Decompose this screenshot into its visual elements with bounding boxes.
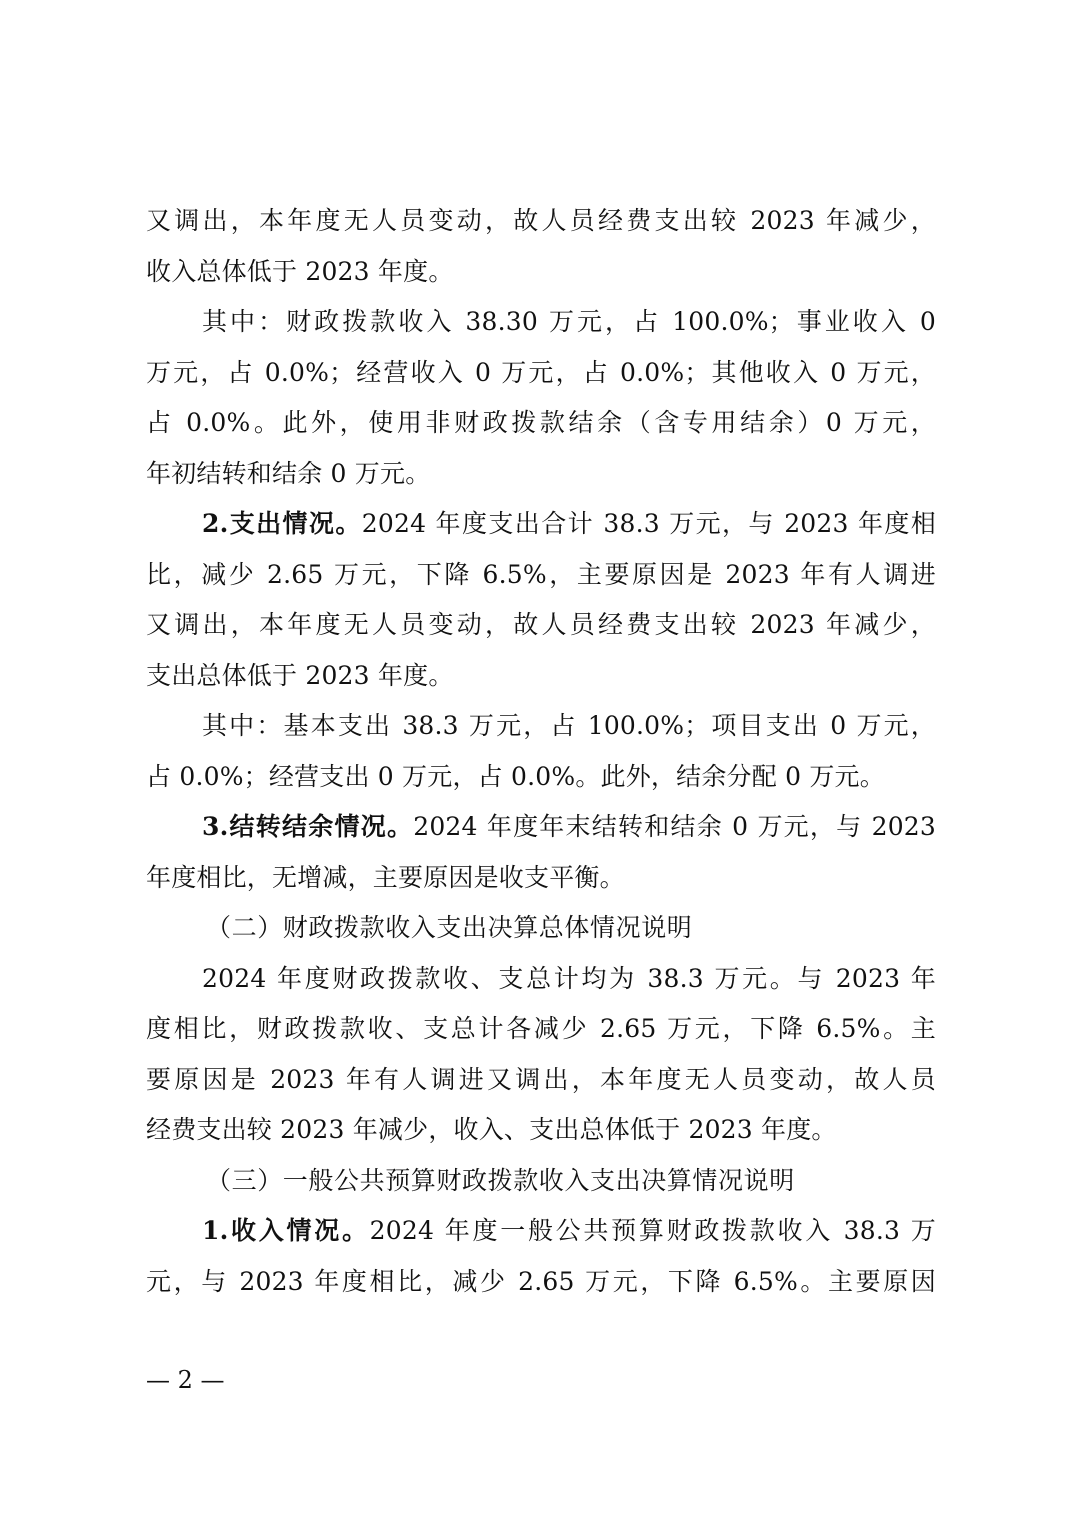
paragraph-line: 占 0.0%；经营支出 0 万元，占 0.0%。此外，结余分配 0 万元。 (146, 761, 885, 791)
paragraph-line: 2.支出情况。2024 年度支出合计 38.3 万元，与 2023 年度相 (202, 509, 936, 538)
paragraph-line: 经费支出较 2023 年减少，收入、支出总体低于 2023 年度。 (146, 1115, 837, 1144)
paragraph-line: 又调出，本年度无人员变动，故人员经费支出较 2023 年减少， (146, 206, 936, 235)
paragraph-line: 度相比，财政拨款收、支总计各减少 2.65 万元，下降 6.5%。主 (146, 1014, 936, 1043)
subsection-heading: （三）一般公共预算财政拨款收入支出决算情况说明 (206, 1165, 795, 1195)
paragraph-line: 万元，占 0.0%；经营收入 0 万元，占 0.0%；其他收入 0 万元， (146, 357, 936, 387)
paragraph-line: 其中：财政拨款收入 38.30 万元，占 100.0%；事业收入 0 (202, 307, 936, 336)
paragraph-line: 支出总体低于 2023 年度。 (146, 660, 454, 690)
paragraph-line: 又调出，本年度无人员变动，故人员经费支出较 2023 年减少， (146, 610, 936, 639)
paragraph-line: 占 0.0%。此外，使用非财政拨款结余（含专用结余）0 万元， (146, 408, 936, 437)
paragraph-line: 年初结转和结余 0 万元。 (146, 458, 431, 488)
paragraph-line: 元，与 2023 年度相比，减少 2.65 万元，下降 6.5%。主要原因 (146, 1266, 936, 1296)
paragraph-line: 2024 年度财政拨款收、支总计均为 38.3 万元。与 2023 年 (202, 963, 936, 993)
page-number: — 2 — (146, 1366, 225, 1394)
section-heading-carryover: 3.结转结余情况。 (202, 812, 414, 841)
paragraph-line: 要原因是 2023 年有人调进又调出，本年度无人员变动，故人员 (146, 1064, 936, 1094)
paragraph-line: 收入总体低于 2023 年度。 (146, 256, 454, 286)
paragraph-line: 其中：基本支出 38.3 万元，占 100.0%；项目支出 0 万元， (202, 711, 936, 740)
subsection-heading: （二）财政拨款收入支出决算总体情况说明 (206, 913, 693, 942)
section-heading-expenditure: 2.支出情况。 (202, 509, 362, 538)
paragraph-line: 1.收入情况。2024 年度一般公共预算财政拨款收入 38.3 万 (202, 1216, 936, 1245)
paragraph-line: 年度相比，无增减，主要原因是收支平衡。 (146, 862, 625, 892)
body-text (146, 196, 936, 1307)
section-heading-income: 1.收入情况。 (202, 1216, 370, 1245)
paragraph-line: 3.结转结余情况。2024 年度年末结转和结余 0 万元，与 2023 (202, 812, 936, 841)
paragraph-line: 比，减少 2.65 万元，下降 6.5%，主要原因是 2023 年有人调进 (146, 559, 936, 589)
